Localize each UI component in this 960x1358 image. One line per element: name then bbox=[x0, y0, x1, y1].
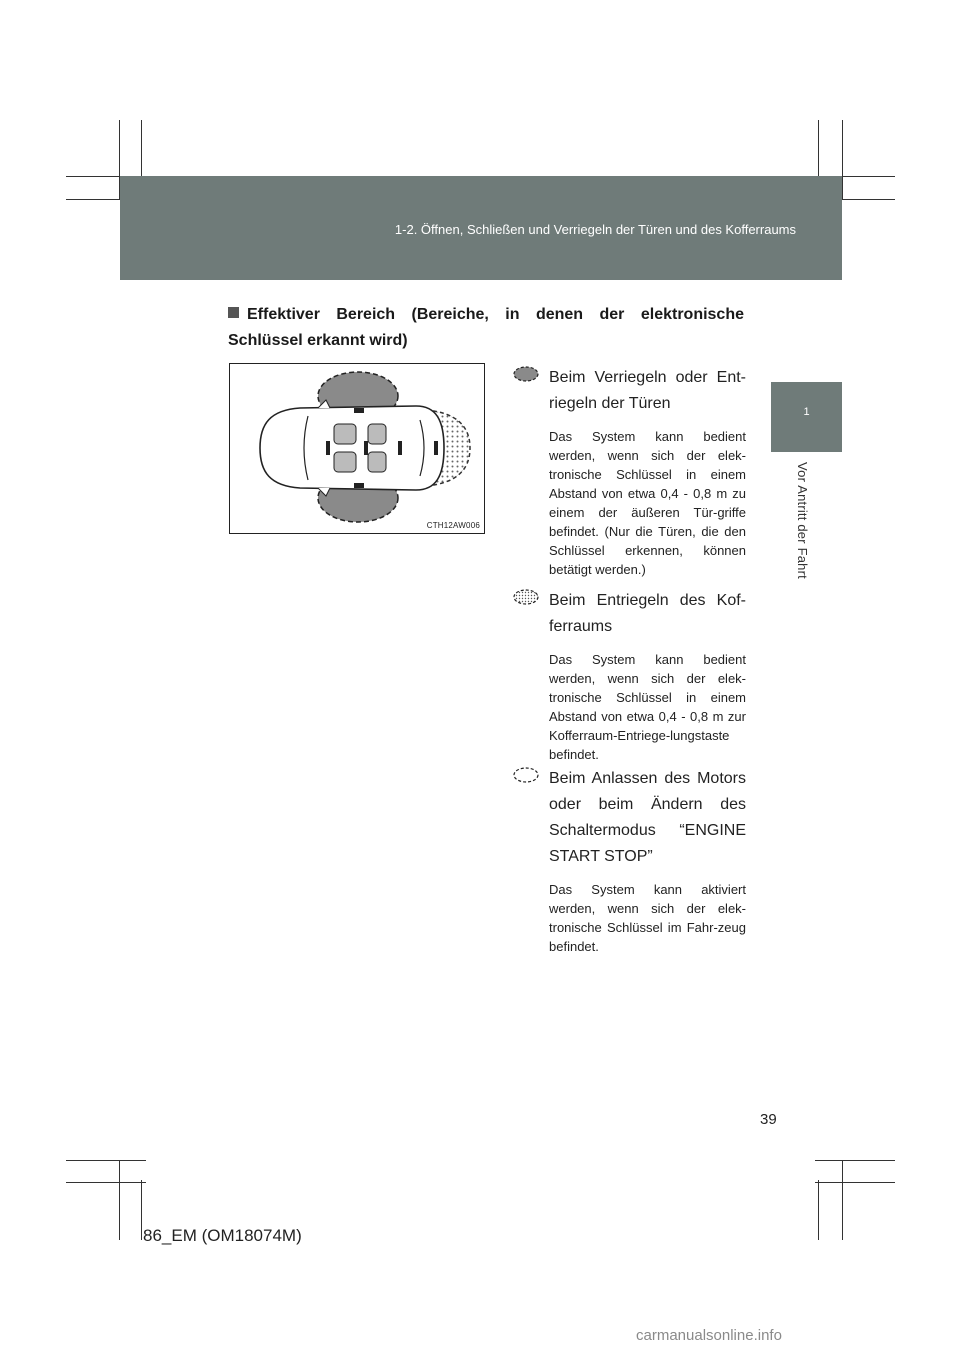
square-bullet-icon bbox=[228, 307, 239, 318]
legend-heading: Beim Verriegeln oder Ent-riegeln der Türen bbox=[549, 369, 746, 412]
antenna bbox=[326, 441, 330, 455]
car-body bbox=[260, 406, 444, 490]
detection-range-figure bbox=[229, 363, 485, 534]
watermark: carmanualsonline.info bbox=[636, 1327, 782, 1344]
legend-item-doors bbox=[512, 365, 746, 579]
crop-mark bbox=[141, 1180, 142, 1240]
legend-item-trunk bbox=[512, 588, 746, 764]
crop-mark bbox=[818, 1180, 819, 1240]
antenna bbox=[434, 441, 438, 455]
section-title bbox=[228, 302, 744, 354]
crop-mark bbox=[815, 1182, 895, 1183]
chapter-tab bbox=[771, 382, 842, 452]
antenna bbox=[354, 408, 364, 413]
seat bbox=[368, 452, 386, 472]
legend-heading: Beim Anlassen des Motors oder beim Ändern des Schaltermodus “ENGINE START STOP” bbox=[549, 770, 746, 865]
dashed-outline-zone-icon bbox=[512, 766, 540, 784]
crop-mark bbox=[842, 1160, 843, 1240]
legend-item-engine-start bbox=[512, 766, 746, 956]
dotted-zone-icon bbox=[512, 588, 540, 606]
antenna bbox=[354, 483, 364, 488]
chapter-side-label: Vor Antritt der Fahrt bbox=[795, 462, 810, 579]
page-number: 39 bbox=[760, 1111, 777, 1128]
crop-mark bbox=[119, 1160, 120, 1240]
figure-code: CTH12AW006 bbox=[426, 521, 480, 530]
legend-body: Das System kann bedient werden, wenn sich der elek-tronische Schlüssel in einem Abstand von etwa 0,4 - 0,8 m zur Kofferraum-Entriege-lungstaste befindet. bbox=[549, 652, 746, 762]
seat bbox=[334, 424, 356, 444]
chapter-number: 1 bbox=[803, 406, 810, 418]
antenna bbox=[398, 441, 402, 455]
seat bbox=[334, 452, 356, 472]
antenna bbox=[364, 441, 368, 455]
dark-filled-zone-icon bbox=[512, 365, 540, 383]
crop-mark bbox=[66, 1160, 146, 1161]
header-band bbox=[120, 176, 842, 280]
legend-body: Das System kann aktiviert werden, wenn sich der elek-tronische Schlüssel im Fahr-zeug befindet. bbox=[549, 882, 746, 954]
legend-body: Das System kann bedient werden, wenn sich der elek-tronische Schlüssel in einem Abstand von etwa 0,4 - 0,8 m zu einem der äußeren Tür-griffe befindet. (Nur die Türen, die den Schlüssel erkennen, können betätigt werden.) bbox=[549, 429, 746, 577]
seat bbox=[368, 424, 386, 444]
footer-code: 86_EM (OM18074M) bbox=[143, 1226, 302, 1245]
legend-heading: Beim Entriegeln des Kof-ferraums bbox=[549, 592, 746, 635]
car-topview-diagram bbox=[230, 364, 484, 533]
crop-mark bbox=[815, 1160, 895, 1161]
crop-mark bbox=[842, 120, 843, 200]
section-title-text: Effektiver Bereich (Bereiche, in denen der elektronische Schlüssel erkannt wird) bbox=[228, 306, 744, 349]
chapter-title: 1-2. Öffnen, Schließen und Verriegeln der Türen und des Kofferraums bbox=[394, 222, 796, 237]
crop-mark bbox=[66, 1182, 146, 1183]
